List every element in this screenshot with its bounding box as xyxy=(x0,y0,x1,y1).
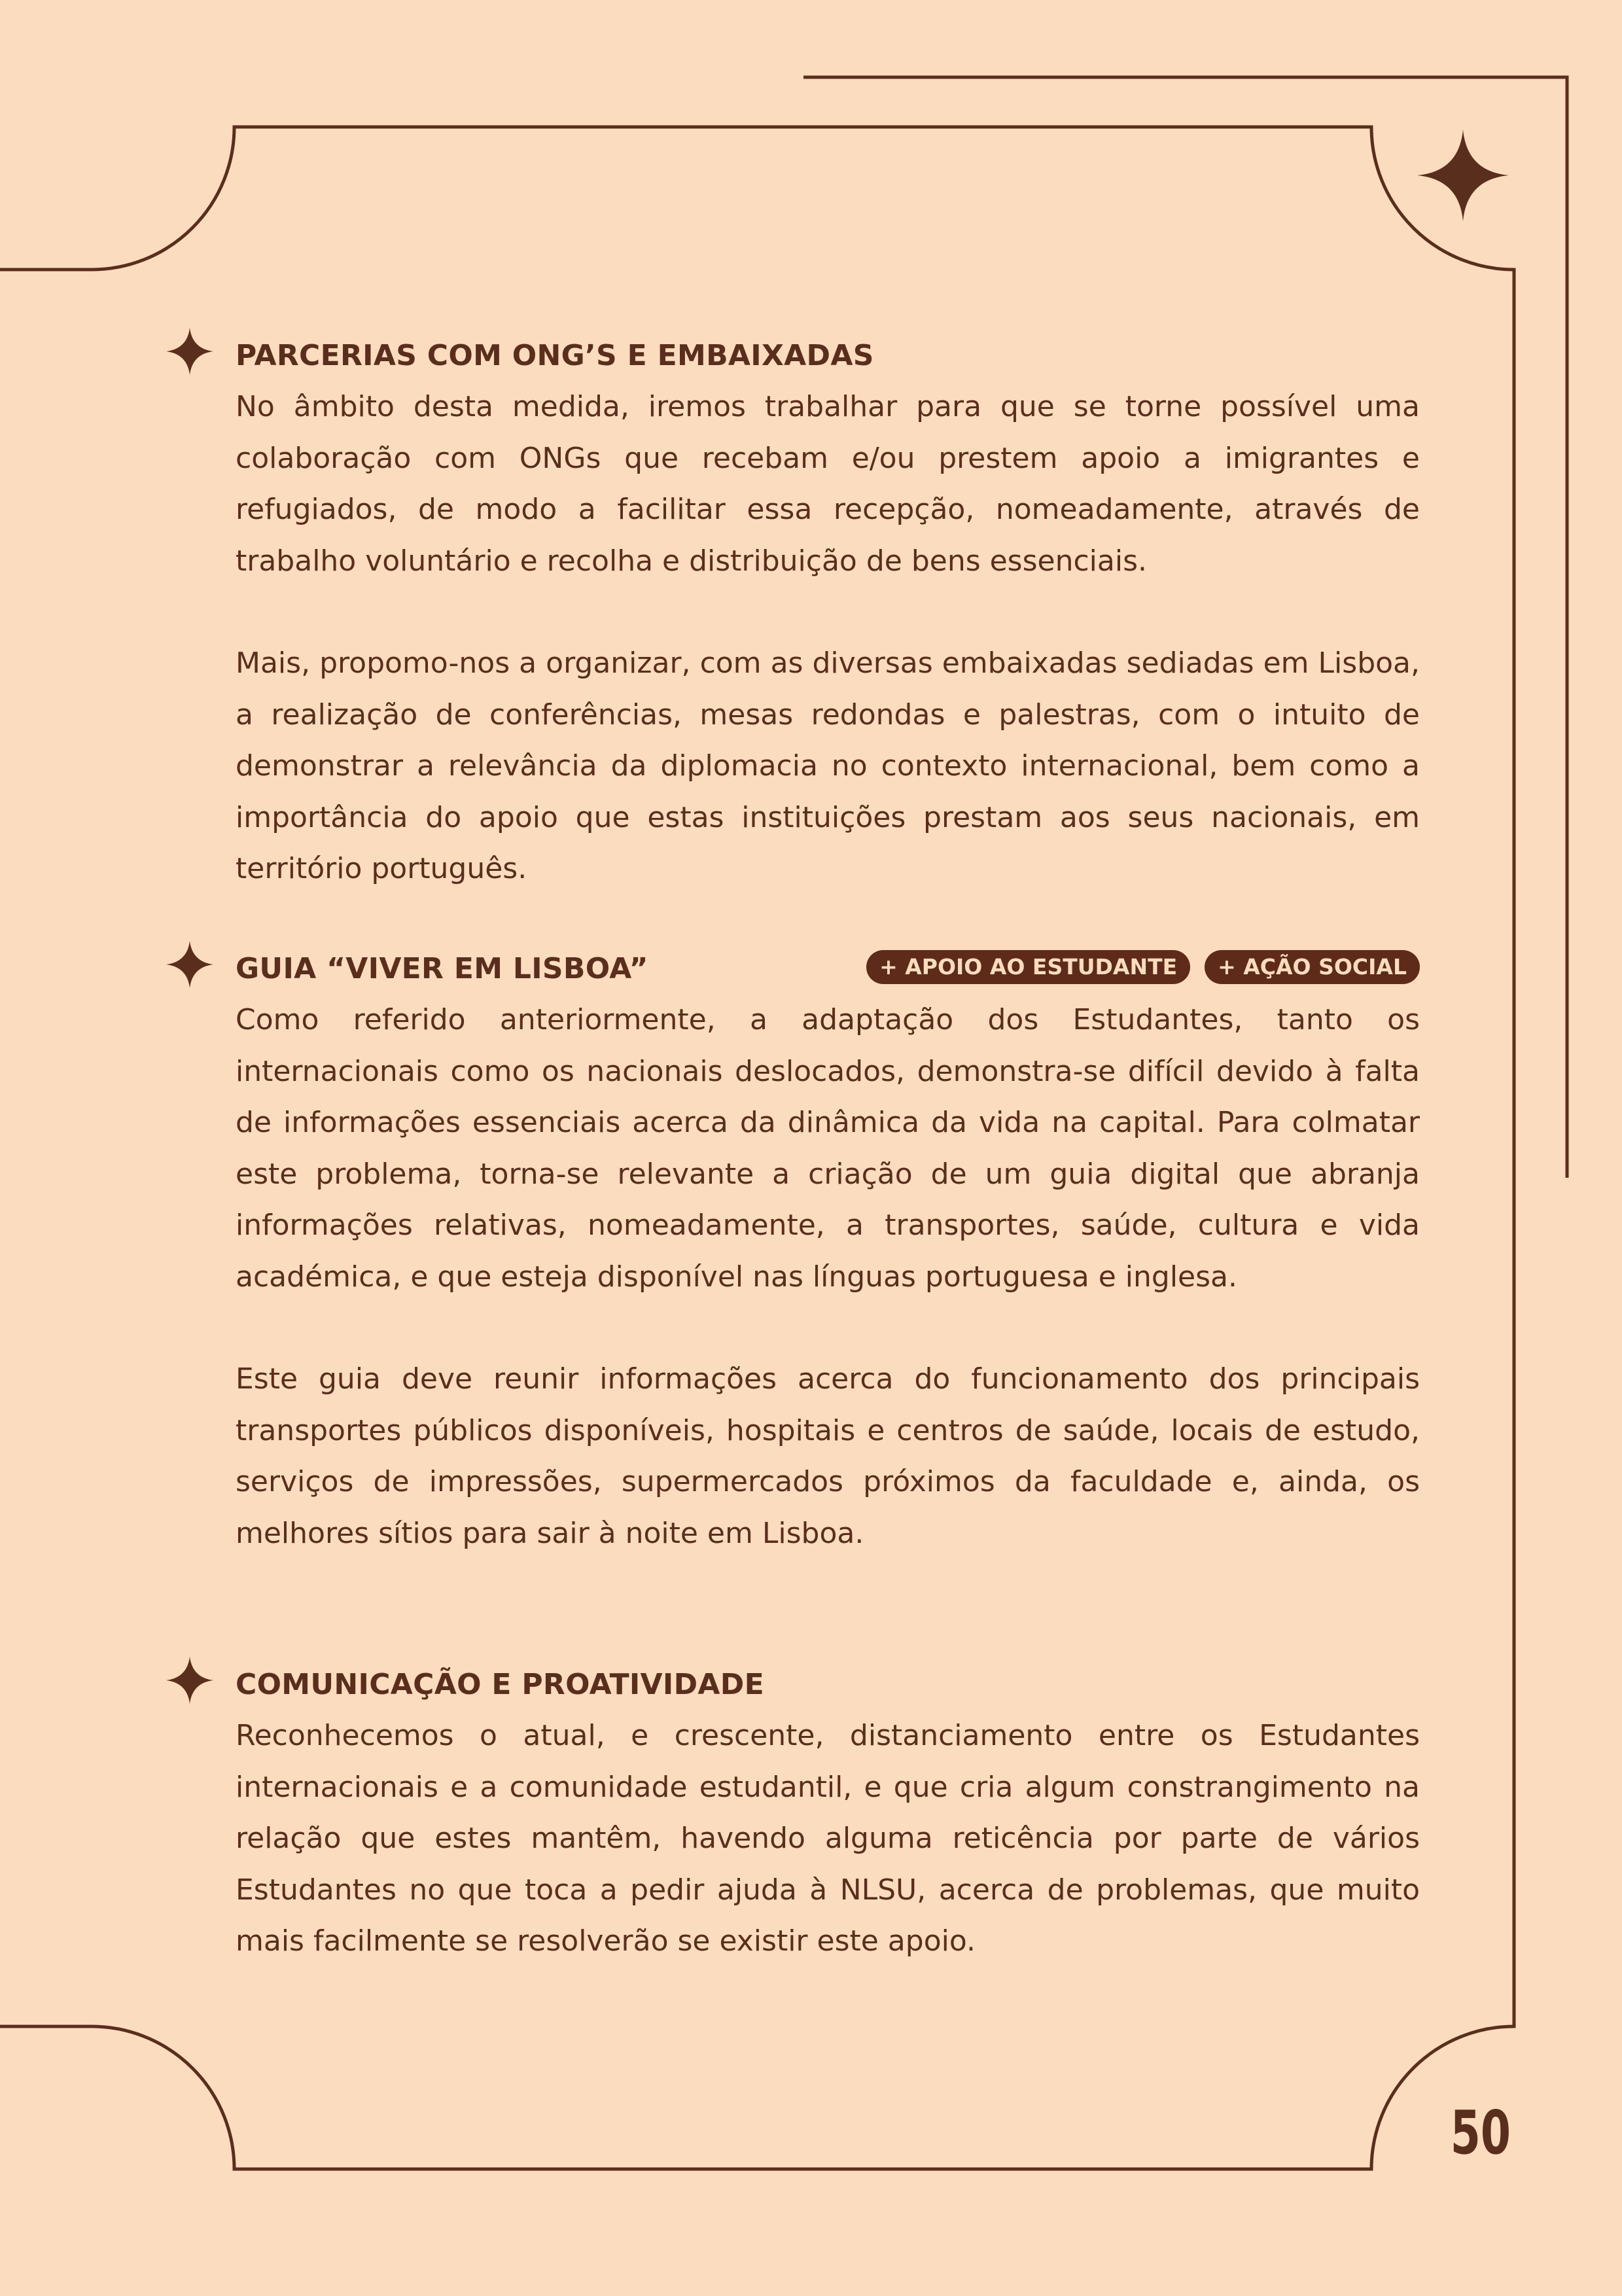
paragraph: No âmbito desta medida, iremos trabalhar para que se torne possível uma colaboração com ONGs que recebam e/ou prestem apoio a imigrantes e refugiados, de modo a facilitar essa recepção, nomeadamente, através de trabalho voluntário e recolha e distribuição de bens essenciais. xyxy=(236,390,1420,578)
page-number: 50 xyxy=(1450,2098,1511,2168)
section-parcerias xyxy=(236,330,1420,895)
tag-apoio-ao-estudante: + APOIO AO ESTUDANTE xyxy=(866,950,1190,984)
four-point-star-icon xyxy=(164,1654,216,1706)
section-heading: COMUNICAÇÃO E PROATIVIDADE xyxy=(236,1668,764,1701)
paragraph: Como referido anteriormente, a adaptação dos Estudantes, tanto os internacionais como os nacionais deslocados, demonstra-se difícil devido à falta de informações essenciais acerca da dinâmica da vida na capital. Para colmatar este problema, torna-se relevante a criação de um guia digital que abranja informações relativas, nomeadamente, a transportes, saúde, cultura e vida académica, e que esteja disponível nas línguas portuguesa e inglesa. xyxy=(236,1003,1420,1294)
section-comunicacao xyxy=(236,1659,1420,1968)
section-heading: PARCERIAS COM ONG’S E EMBAIXADAS xyxy=(236,339,874,372)
paragraph: Mais, propomo-nos a organizar, com as diversas embaixadas sediadas em Lisboa, a realização de conferências, mesas redondas e palestras, com o intuito de demonstrar a relevância da diplomacia no contexto internacional, bem como a importância do apoio que estas instituições prestam aos seus nacionais, em território português. xyxy=(236,646,1420,885)
paragraph: Este guia deve reunir informações acerca do funcionamento dos principais transportes públicos disponíveis, hospitais e centros de saúde, locais de estudo, serviços de impressões, supermercados próximos da faculdade e, ainda, os melhores sítios para sair à noite em Lisboa. xyxy=(236,1362,1420,1550)
tag-group xyxy=(866,950,1420,984)
paragraph: Reconhecemos o atual, e crescente, distanciamento entre os Estudantes internacionais e a comunidade estudantil, e que cria algum constrangimento na relação que estes mantêm, havendo alguma reticência por parte de vários Estudantes no que toca a pedir ajuda à NLSU, acerca de problemas, que muito mais facilmente se resolverão se existir este apoio. xyxy=(236,1719,1420,1958)
tag-acao-social: + AÇÃO SOCIAL xyxy=(1205,950,1420,984)
four-point-star-icon xyxy=(164,938,216,991)
four-point-star-icon xyxy=(164,325,216,378)
section-heading: GUIA “VIVER EM LISBOA” xyxy=(236,952,648,985)
section-guia xyxy=(236,944,1420,1559)
corner-star-icon xyxy=(1417,130,1509,221)
